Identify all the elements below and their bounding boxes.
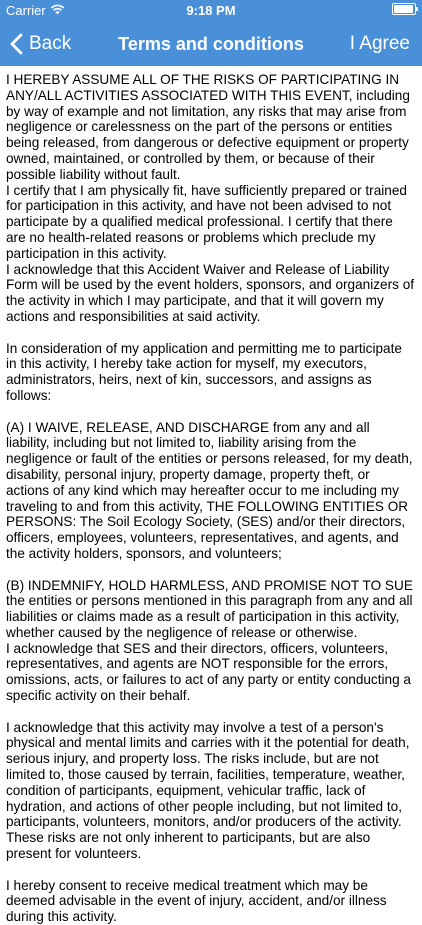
terms-paragraph: (B) INDEMNIFY, HOLD HARMLESS, AND PROMISE NOT TO SUE the entities or persons mentioned in this paragraph from any and all liabilities or claims made as a result of participation in this activity, whether caused by the negligence of release or otherwise. I acknowledge that SES and their directors, officers, volunteers, representatives, and agents are NOT responsible for the errors, omissions, acts, or failures to act of any party or entity conducting a specific activity on their behalf.: [6, 577, 413, 704]
terms-paragraph: In consideration of my application and permitting me to participate in this activity, I hereby take action for myself, my executors, administrators, heirs, next of kin, successors, and assigns as follows:: [6, 340, 402, 403]
back-button[interactable]: [10, 22, 71, 66]
battery-level: [394, 5, 413, 13]
terms-scroll-view[interactable]: [0, 66, 422, 925]
chevron-left-icon: [10, 33, 23, 55]
back-label: Back: [29, 33, 72, 54]
carrier-label: Carrier: [6, 3, 46, 18]
agree-button[interactable]: I Agree: [349, 33, 410, 54]
status-right: [392, 3, 416, 15]
terms-text: [0, 66, 422, 925]
terms-paragraph: I acknowledge that this activity may involve a test of a person's physical and mental limits and carries with it the potential for death, serious injury, and property loss. The risks include, but are not limited to, those caused by terrain, facilities, temperature, weather, condition of participants, equipment, vehicular traffic, lack of hydration, and actions of other people including, but not limited to, participants, volunteers, monitors, and/or producers of the activity. These risks are not only inherent to participants, but are also present for volunteers.: [6, 719, 410, 862]
status-time: 9:18 PM: [186, 3, 236, 18]
battery-icon: [392, 3, 416, 15]
navigation-bar: [0, 22, 422, 66]
page-title: Terms and conditions: [118, 34, 304, 54]
terms-paragraph: (A) I WAIVE, RELEASE, AND DISCHARGE from any and all liability, including but not limited to, liability arising from the negligence or fault of the entities or persons released, for my death, disability, personal injury, property damage, property theft, or actions of any kind which may hereafter occur to me including my traveling to and from this activity, THE FOLLOWING ENTITIES OR PERSONS: The Soil Ecology Society, (SES) and/or their directors, officers, employees, volunteers, representatives, and agents, and the activity holders, sponsors, and volunteers;: [6, 419, 413, 561]
status-bar: [0, 0, 422, 22]
terms-paragraph: I hereby consent to receive medical treatment which may be deemed advisable in the event of injury, accident, and/or illness during this activity.: [6, 877, 387, 925]
terms-paragraph: I HEREBY ASSUME ALL OF THE RISKS OF PARTICIPATING IN ANY/ALL ACTIVITIES ASSOCIATED WITH THIS EVENT, including by way of example and not limitation, any risks that may arise from negligence or carelessness on the part of the persons or entities being released, from dangerous or defective equipment or property owned, maintained, or controlled by them, or because of their possible liability without fault. I certify that I am physically fit, have sufficiently prepared or trained for participation in this activity, and have not been advised to not participate by a qualified medical professional. I certify that there are no health-related reasons or problems which preclude my participation in this activity. I acknowledge that this Accident Waiver and Release of Liability Form will be used by the event holders, sponsors, and organizers of the activity in which I may participate, and that it will govern my actions and responsibilities at said activity.: [6, 72, 415, 324]
